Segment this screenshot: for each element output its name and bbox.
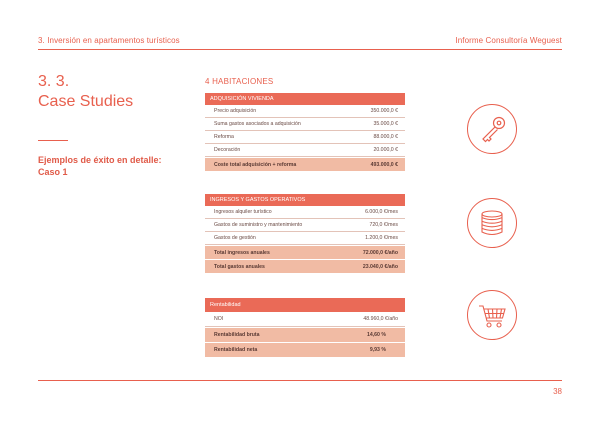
subtitle-line-1: Ejemplos de éxito en detalle: [38,155,162,165]
subtitle [38,154,188,178]
profitability-table [205,298,405,358]
table-row [205,118,405,131]
row-value: 350.000,0 € [370,108,398,114]
total-row [205,246,405,260]
table-row [205,312,405,327]
acquisition-table-header: ADQUISICIÓN VIVIENDA [205,93,405,105]
total-value: 23.040,0 €/año [362,263,398,270]
row-value: 20.000,0 € [373,147,398,153]
total-label: Total gastos anuales [214,263,265,270]
table-row [205,144,405,157]
table-row [205,206,405,219]
table-row [205,219,405,232]
total-row [205,328,405,343]
running-header-report: Informe Consultoría Weguest [455,36,562,45]
total-value: 72.000,0 €/año [362,249,398,256]
total-label: Total ingresos anuales [214,249,270,256]
total-value: 14,60 % [366,332,386,338]
total-row [205,260,405,274]
row-label: Decoración [214,147,241,153]
total-value: 9,93 % [369,347,386,353]
table-row [205,131,405,144]
row-value: 720,0 €/mes [369,222,398,228]
total-label: Rentabilidad neta [214,347,258,353]
shopping-cart-icon [467,290,517,340]
acquisition-table [205,93,405,172]
title-divider [38,140,68,141]
table-caption: 4 HABITACIONES [205,77,274,86]
total-label: Rentabilidad bruta [214,332,260,338]
header-rule [38,49,562,50]
page-number: 38 [553,387,562,396]
row-label: NOI [214,316,224,322]
row-label: Gastos de suministro y mantenimiento [214,222,303,228]
profitability-table-header: Rentabilidad [205,298,405,312]
total-row [205,158,405,172]
key-icon [467,104,517,154]
operating-table [205,194,405,274]
row-label: Suma gastos asociados a adquisición [214,121,301,127]
row-value: 48.960,0 €/año [363,316,398,322]
total-row [205,343,405,358]
subtitle-line-2: Caso 1 [38,167,68,177]
total-label: Coste total adquisición + reforma [214,161,297,168]
row-label: Gastos de gestión [214,235,256,241]
row-value: 88.000,0 € [373,134,398,140]
running-header-section: 3. Inversión en apartamentos turísticos [38,36,180,45]
section-number: 3. 3. [38,73,70,90]
row-label: Reforma [214,134,234,140]
row-label: Precio adquisición [214,108,257,114]
table-row [205,232,405,245]
footer-rule [38,380,562,381]
row-label: Ingresos alquiler turístico [214,209,272,215]
operating-table-header: INGRESOS Y GASTOS OPERATIVOS [205,194,405,206]
coins-icon [467,198,517,248]
table-row [205,105,405,118]
row-value: 35.000,0 € [373,121,398,127]
row-value: 6.000,0 €/mes [365,209,398,215]
page-title: Case Studies [38,93,134,110]
row-value: 1.200,0 €/mes [365,235,398,241]
total-value: 493.000,0 € [370,161,398,168]
